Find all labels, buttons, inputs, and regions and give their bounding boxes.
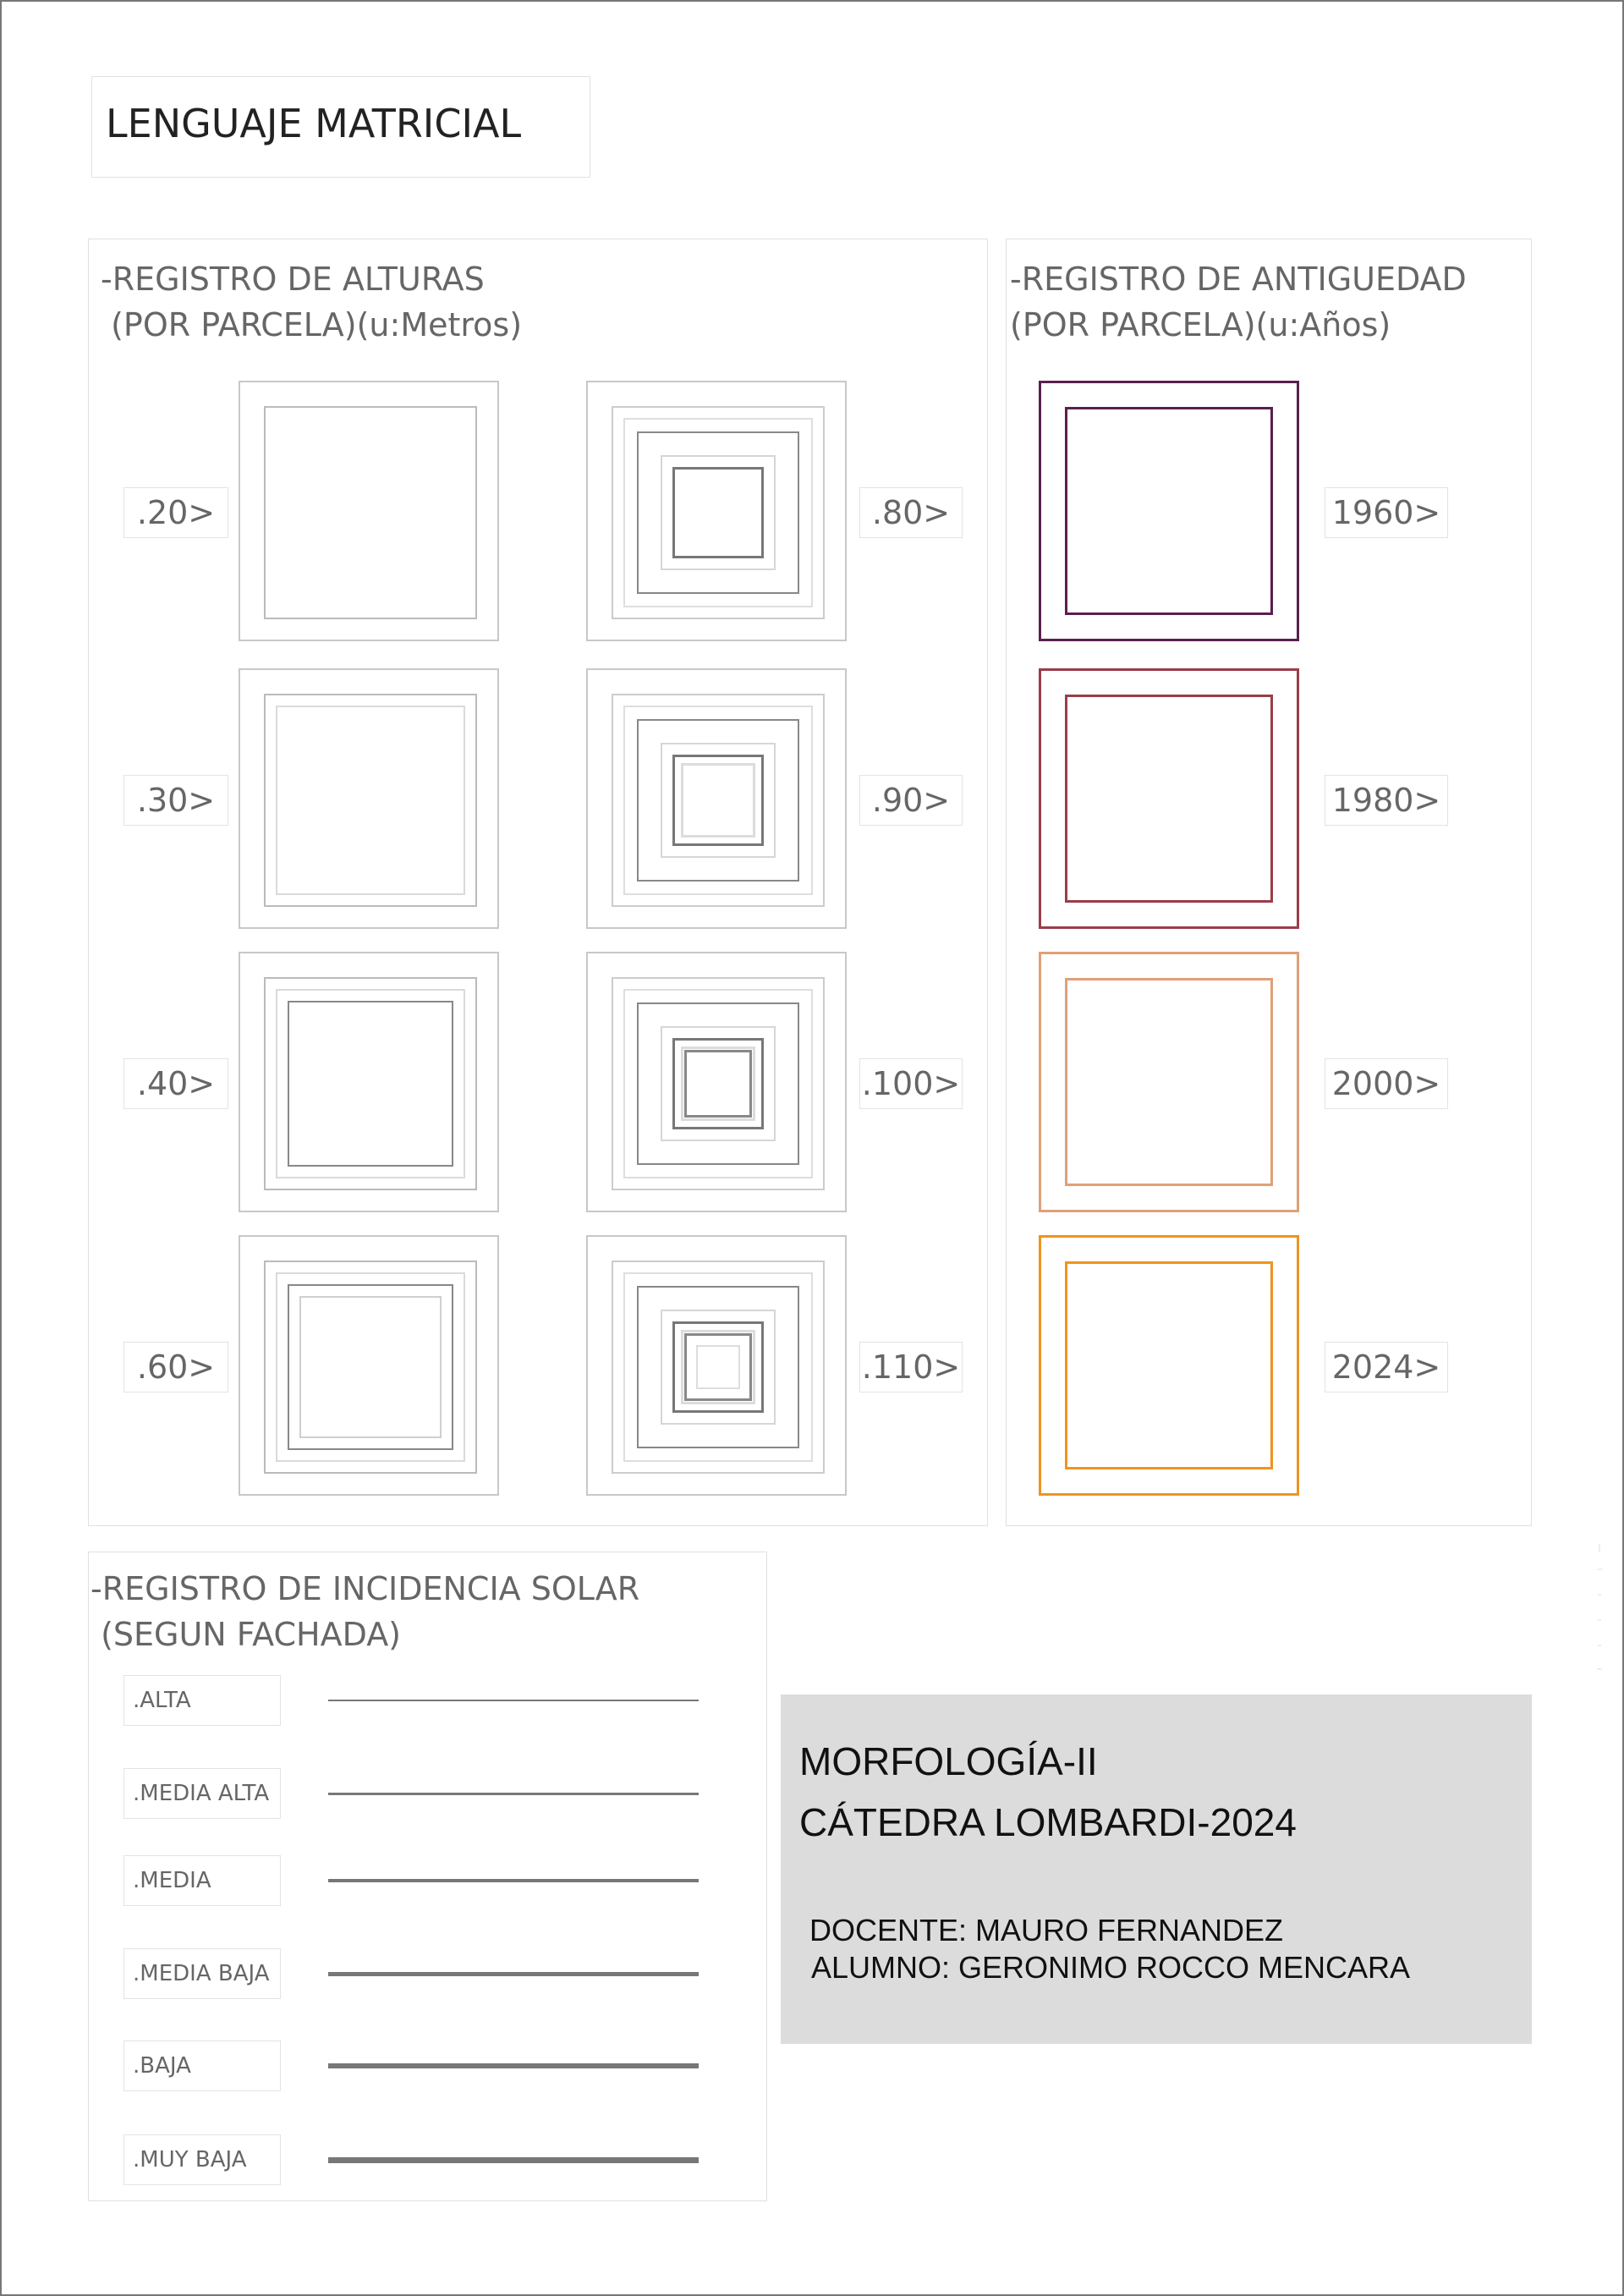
age-label: 1960> <box>1325 487 1448 538</box>
age-square <box>1039 668 1299 929</box>
info-box <box>781 1695 1532 2044</box>
height-square <box>239 952 499 1212</box>
solar-line <box>328 2063 699 2068</box>
solar-label: .MUY BAJA <box>123 2134 281 2185</box>
antiguedad-heading: -REGISTRO DE ANTIGUEDAD (POR PARCELA)(u:Años) <box>1010 261 1467 343</box>
solar-line <box>328 2157 699 2163</box>
height-square <box>586 952 847 1212</box>
nested-square <box>681 763 755 838</box>
height-square <box>586 1235 847 1496</box>
course-chair: CÁTEDRA LOMBARDI-2024 <box>799 1800 1297 1844</box>
nested-square <box>672 467 764 558</box>
solar-label: .MEDIA BAJA <box>123 1948 281 1999</box>
teacher-line: DOCENTE: MAURO FERNANDEZ <box>809 1913 1284 1947</box>
margin-marks <box>1594 1544 1605 1671</box>
age-label: 2000> <box>1325 1058 1448 1109</box>
height-label: .40> <box>123 1058 228 1109</box>
solar-label: .BAJA <box>123 2041 281 2091</box>
nested-square <box>299 1296 442 1438</box>
student-line: ALUMNO: GERONIMO ROCCO MENCARA <box>811 1950 1411 1985</box>
age-square <box>1039 381 1299 641</box>
page-title: LENGUAJE MATRICIAL <box>106 101 522 146</box>
alturas-heading: -REGISTRO DE ALTURAS (POR PARCELA)(u:Metros) <box>101 261 523 343</box>
nested-square <box>696 1345 740 1389</box>
solar-label: .ALTA <box>123 1675 281 1726</box>
age-square <box>1039 1235 1299 1496</box>
solar-line <box>328 1793 699 1795</box>
age-label: 2024> <box>1325 1342 1448 1392</box>
height-square <box>586 668 847 929</box>
nested-square <box>684 1050 752 1118</box>
height-square <box>586 381 847 641</box>
height-label: .30> <box>123 775 228 826</box>
age-inner-square <box>1065 978 1273 1186</box>
solar-line <box>328 1700 699 1701</box>
height-label: .100> <box>859 1058 963 1109</box>
solar-line <box>328 1879 699 1882</box>
nested-square <box>264 406 477 619</box>
age-inner-square <box>1065 695 1273 903</box>
height-square <box>239 1235 499 1496</box>
age-label: 1980> <box>1325 775 1448 826</box>
age-inner-square <box>1065 407 1273 615</box>
age-inner-square <box>1065 1261 1273 1469</box>
height-label: .60> <box>123 1342 228 1392</box>
title-box <box>91 76 590 178</box>
height-label: .110> <box>859 1342 963 1392</box>
solar-heading: -REGISTRO DE INCIDENCIA SOLAR (SEGUN FACHADA) <box>91 1570 640 1653</box>
course-title: MORFOLOGÍA-II <box>799 1739 1098 1783</box>
solar-line <box>328 1972 699 1976</box>
height-label: .80> <box>859 487 963 538</box>
solar-label: .MEDIA <box>123 1855 281 1906</box>
height-label: .20> <box>123 487 228 538</box>
height-label: .90> <box>859 775 963 826</box>
age-square <box>1039 952 1299 1212</box>
height-square <box>239 381 499 641</box>
nested-square <box>276 706 465 895</box>
nested-square <box>288 1001 453 1167</box>
alturas-panel <box>88 239 988 1526</box>
solar-label: .MEDIA ALTA <box>123 1768 281 1819</box>
height-square <box>239 668 499 929</box>
